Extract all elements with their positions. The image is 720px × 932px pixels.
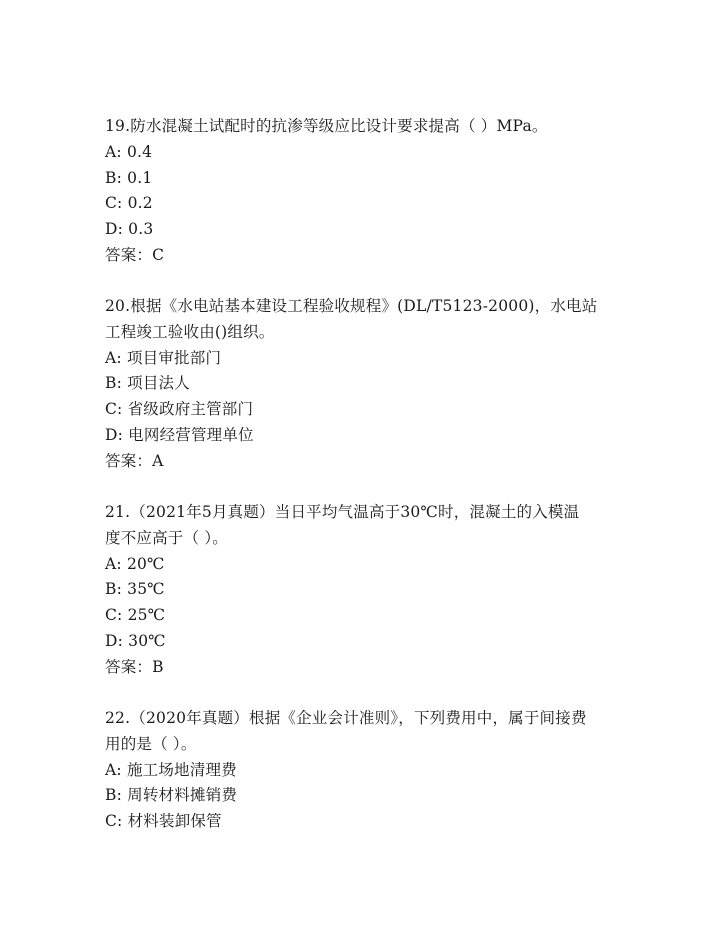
- option-c: C: 材料装卸保管: [105, 812, 222, 831]
- question-20: [105, 294, 625, 475]
- option-c: C: 省级政府主管部门: [105, 400, 254, 419]
- option-b: B: 35℃: [105, 580, 165, 599]
- option-b: B: 周转材料摊销费: [105, 786, 238, 805]
- question-stem-line: 工程竣工验收由()组织。: [105, 322, 275, 341]
- question-stem-line: 度不应高于（ ）。: [105, 528, 228, 547]
- option-a: A: 0.4: [105, 142, 153, 161]
- option-a: A: 项目审批部门: [105, 348, 222, 367]
- question-22: [105, 706, 625, 835]
- question-stem-line: 用的是（ ）。: [105, 734, 197, 753]
- question-21: [105, 500, 625, 681]
- option-a: A: 20℃: [105, 554, 165, 573]
- option-b: B: 项目法人: [105, 374, 190, 393]
- question-stem-line: 19.防水混凝土试配时的抗渗等级应比设计要求提高（ ）MPa。: [105, 117, 548, 135]
- question-19: [105, 114, 625, 269]
- option-d: D: 电网经营管理单位: [105, 425, 254, 444]
- answer-line: 答案：C: [105, 245, 165, 264]
- option-c: C: 25℃: [105, 606, 166, 625]
- answer-line: 答案：A: [105, 451, 164, 470]
- option-d: D: 0.3: [105, 220, 154, 239]
- question-stem-line: 22.（2020年真题）根据《企业会计准则》，下列费用中，属于间接费: [105, 709, 587, 727]
- answer-line: 答案：B: [105, 657, 164, 676]
- option-b: B: 0.1: [105, 168, 153, 187]
- option-c: C: 0.2: [105, 194, 153, 213]
- option-a: A: 施工场地清理费: [105, 760, 237, 779]
- option-d: D: 30℃: [105, 631, 166, 650]
- question-stem-line: 21.（2021年5月真题）当日平均气温高于30℃时，混凝土的入模温: [105, 503, 580, 521]
- question-stem-line: 20.根据《水电站基本建设工程验收规程》(DL/T5123-2000)，水电站: [105, 297, 598, 315]
